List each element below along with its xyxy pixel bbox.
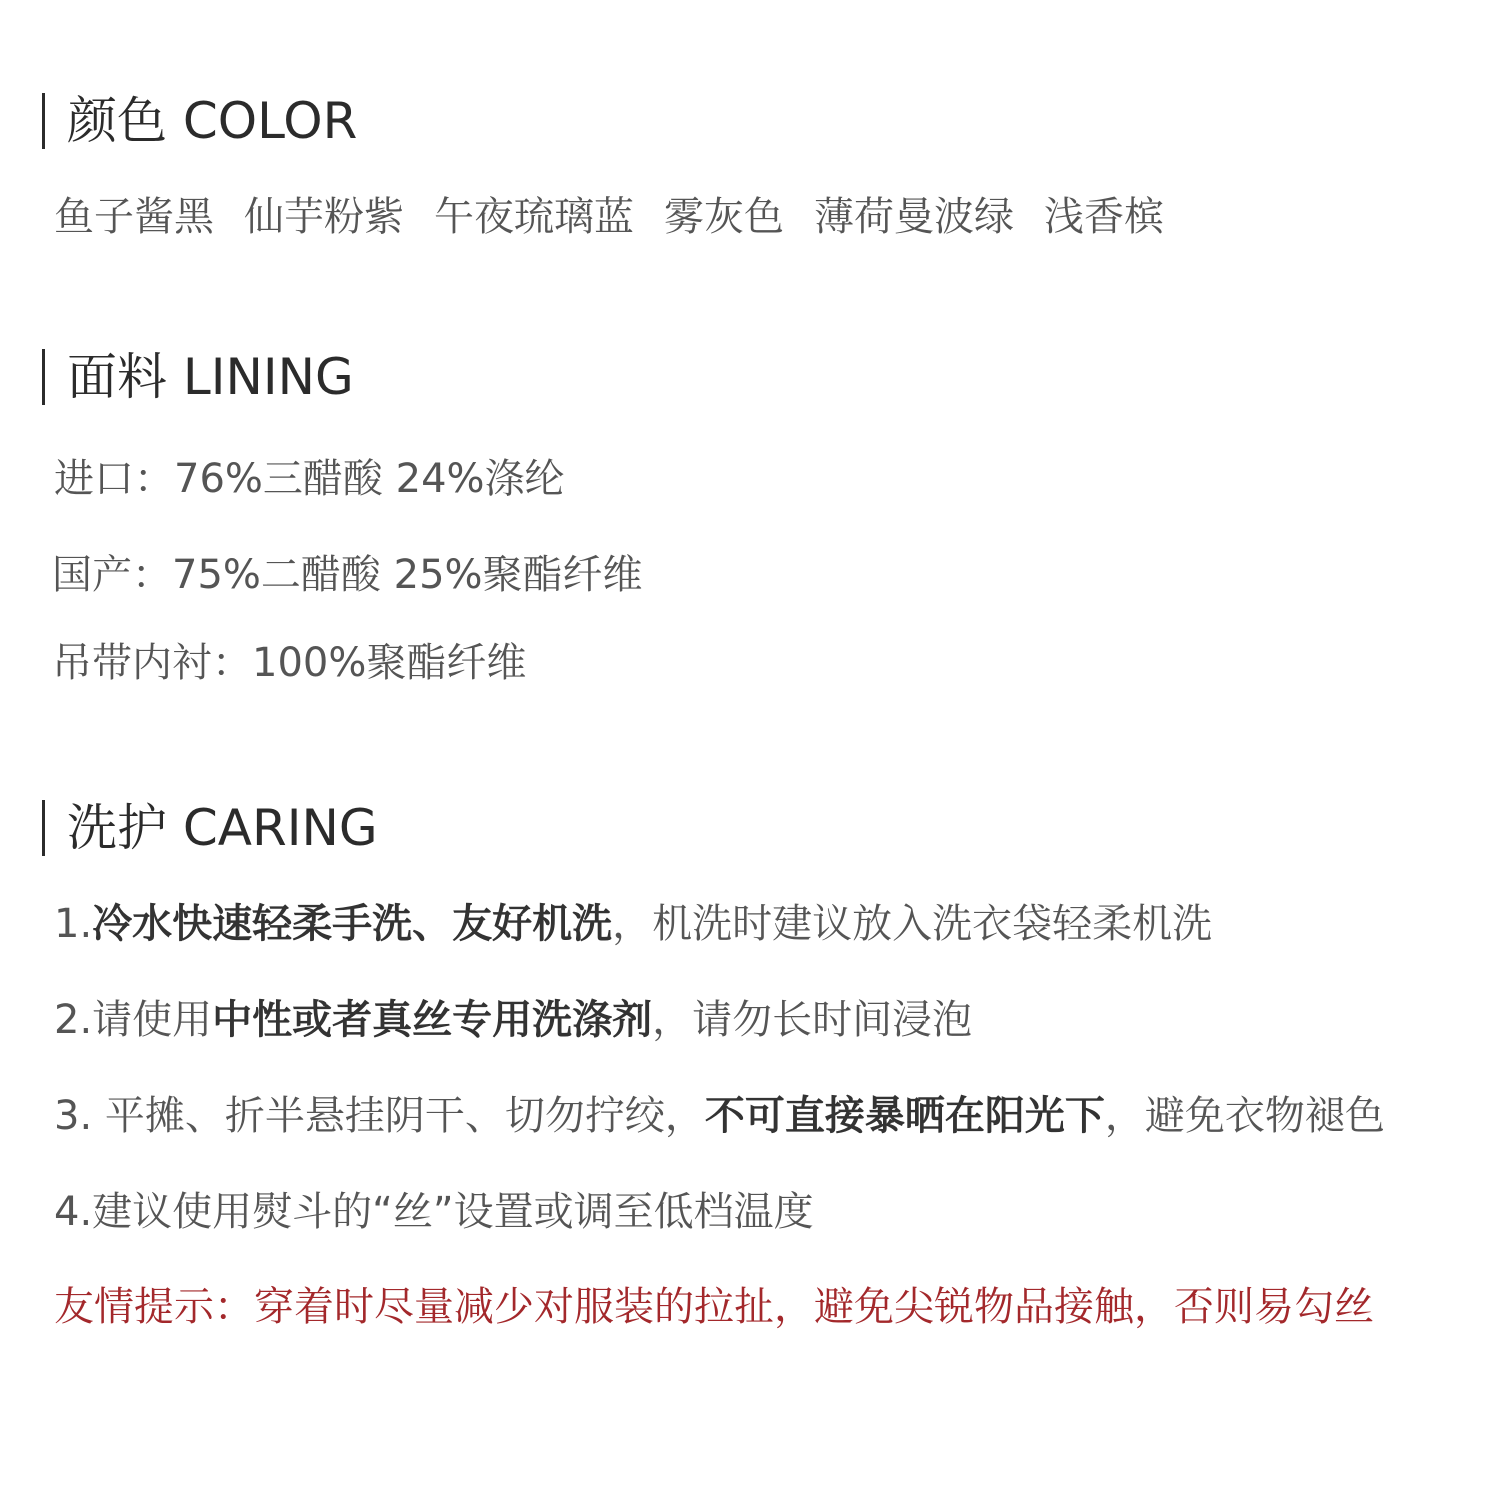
- care-3-prefix: 3. 平摊、折半悬挂阴干、切勿拧绞，: [54, 1093, 705, 1139]
- caring-section-heading: [42, 800, 378, 856]
- color-item: 仙芋粉紫: [244, 194, 404, 240]
- color-section-heading: [42, 93, 357, 149]
- lining-heading-text: 面料 LINING: [67, 348, 354, 406]
- color-item: 浅香槟: [1044, 194, 1164, 240]
- lining-section-heading: [42, 349, 354, 405]
- care-2-bold: 中性或者真丝专用洗涤剂: [212, 997, 653, 1043]
- lining-inner: 吊带内衬：100%聚酯纤维: [52, 640, 527, 686]
- care-instruction-3: [54, 1092, 1385, 1140]
- heading-bar-divider: [42, 93, 45, 149]
- color-heading-text: 颜色 COLOR: [67, 92, 358, 150]
- caring-heading-text: 洗护 CARING: [67, 799, 378, 857]
- care-3-bold: 不可直接暴晒在阳光下: [704, 1093, 1105, 1139]
- care-instruction-1: [54, 900, 1212, 948]
- color-item: 雾灰色: [664, 194, 784, 240]
- color-list: [54, 193, 1164, 241]
- color-item: 午夜琉璃蓝: [434, 194, 634, 240]
- color-item: 薄荷曼波绿: [814, 194, 1014, 240]
- care-instruction-4: 4.建议使用熨斗的“丝”设置或调至低档温度: [54, 1189, 814, 1235]
- care-2-suffix: ，请勿长时间浸泡: [652, 997, 973, 1043]
- lining-domestic: 国产：75%二醋酸 25%聚酯纤维: [52, 552, 643, 598]
- care-1-bold: 冷水快速轻柔手洗、友好机洗: [92, 901, 613, 947]
- heading-bar-divider: [42, 349, 45, 405]
- care-1-prefix: 1.: [54, 901, 93, 947]
- care-instruction-2: [54, 996, 972, 1044]
- lining-imported: 进口：76%三醋酸 24%涤纶: [54, 456, 565, 502]
- care-2-prefix: 2.请使用: [54, 997, 213, 1043]
- friendly-tip: 友情提示：穿着时尽量减少对服装的拉扯，避免尖锐物品接触，否则易勾丝: [54, 1284, 1374, 1330]
- care-1-suffix: ，机洗时建议放入洗衣袋轻柔机洗: [612, 901, 1213, 947]
- heading-bar-divider: [42, 800, 45, 856]
- care-3-suffix: ，避免衣物褪色: [1104, 1093, 1385, 1139]
- color-item: 鱼子酱黑: [54, 194, 214, 240]
